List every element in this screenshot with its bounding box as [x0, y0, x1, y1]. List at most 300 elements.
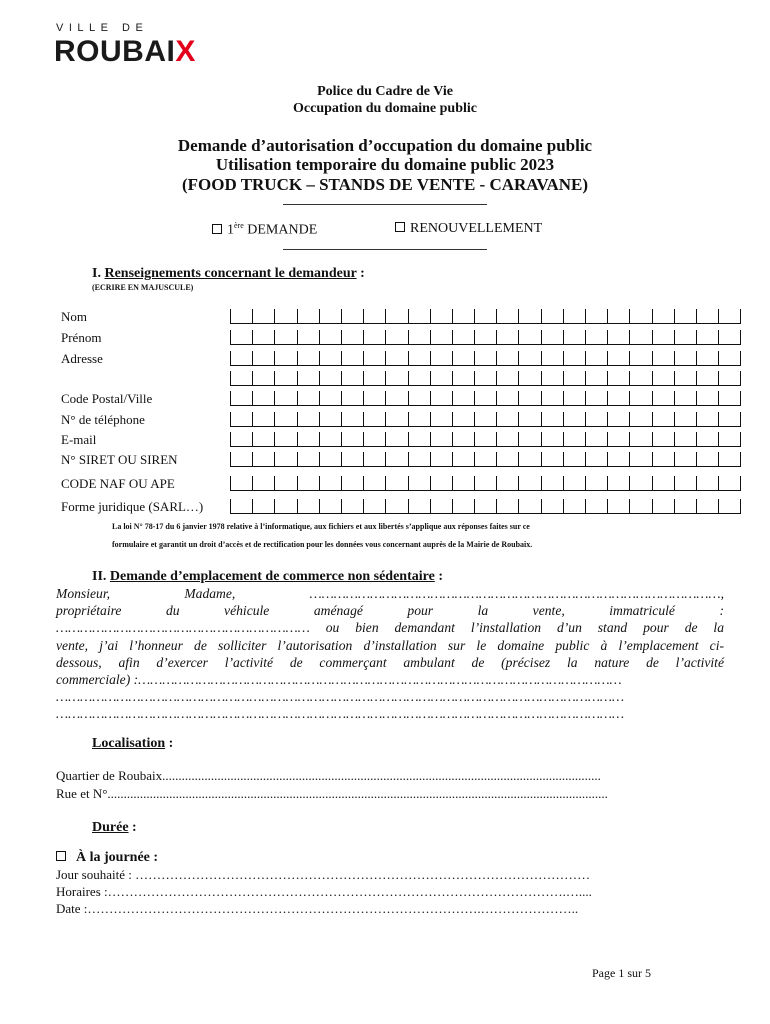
- letter-box[interactable]: [341, 391, 363, 406]
- letter-box[interactable]: [430, 499, 452, 514]
- letter-box[interactable]: [652, 309, 674, 324]
- field-horaires[interactable]: Horaires :…………………………………………………………………………………………….…....: [56, 884, 592, 899]
- section1-heading: [92, 266, 365, 282]
- letter-box[interactable]: [230, 432, 252, 447]
- header-line-2: Occupation du domaine public: [293, 101, 477, 116]
- option-first-request[interactable]: [212, 221, 317, 239]
- letter-box[interactable]: [696, 412, 718, 427]
- letter-box[interactable]: [696, 432, 718, 447]
- logo-ville-de: VILLE DE: [56, 22, 149, 34]
- letter-box[interactable]: [408, 476, 430, 491]
- letter-box[interactable]: [274, 412, 296, 427]
- field-date[interactable]: Date :……………………………………………………………………………….…………………..: [56, 901, 579, 916]
- letter-box[interactable]: [430, 371, 452, 386]
- letter-box[interactable]: [319, 309, 341, 324]
- letter-box[interactable]: [408, 309, 430, 324]
- letter-box[interactable]: [607, 351, 629, 366]
- letter-box[interactable]: [718, 351, 741, 366]
- letter-box[interactable]: [496, 432, 518, 447]
- letter-box[interactable]: [563, 371, 585, 386]
- letter-box[interactable]: [674, 412, 696, 427]
- letter-box[interactable]: [541, 452, 563, 467]
- letter-box[interactable]: [452, 499, 474, 514]
- section2-heading: [92, 569, 443, 585]
- letter-box[interactable]: [674, 499, 696, 514]
- letter-box[interactable]: [607, 371, 629, 386]
- letter-box[interactable]: [408, 412, 430, 427]
- letter-box[interactable]: [585, 351, 607, 366]
- letter-box[interactable]: [341, 452, 363, 467]
- letter-box[interactable]: [385, 499, 407, 514]
- letter-box[interactable]: [696, 330, 718, 345]
- letter-box[interactable]: [718, 499, 741, 514]
- letter-box[interactable]: [718, 371, 741, 386]
- letter-box[interactable]: [319, 432, 341, 447]
- letter-box[interactable]: [674, 391, 696, 406]
- input-grid-code-postal[interactable]: [230, 391, 741, 407]
- letter-box[interactable]: [252, 309, 274, 324]
- letter-box[interactable]: [585, 412, 607, 427]
- letter-box[interactable]: [563, 499, 585, 514]
- letter-box[interactable]: [274, 499, 296, 514]
- localisation-colon: :: [165, 736, 174, 751]
- field-label-code-postal: Code Postal/Ville: [61, 391, 153, 406]
- letter-box[interactable]: [607, 391, 629, 406]
- letter-box[interactable]: [474, 412, 496, 427]
- section2-num: II.: [92, 569, 110, 584]
- letter-box[interactable]: [297, 476, 319, 491]
- letter-box[interactable]: [541, 371, 563, 386]
- letter-box[interactable]: [629, 499, 651, 514]
- letter-box[interactable]: [341, 432, 363, 447]
- letter-box[interactable]: [474, 309, 496, 324]
- letter-box[interactable]: [496, 476, 518, 491]
- letter-box[interactable]: [274, 309, 296, 324]
- duree-heading: [92, 820, 137, 836]
- letter-box[interactable]: [430, 432, 452, 447]
- logo-roubaix-text: ROUBAI: [54, 35, 176, 68]
- letter-box[interactable]: [541, 432, 563, 447]
- letter-box[interactable]: [274, 432, 296, 447]
- section1-colon: :: [356, 266, 365, 281]
- letter-box[interactable]: [541, 309, 563, 324]
- letter-box[interactable]: [585, 432, 607, 447]
- letter-box[interactable]: [607, 309, 629, 324]
- para-line-8: ……………………………………………………………………………………………………………………………: [56, 706, 625, 722]
- divider-top: [283, 204, 487, 205]
- letter-box[interactable]: [363, 351, 385, 366]
- letter-box[interactable]: [718, 412, 741, 427]
- input-grid-nom[interactable]: [230, 309, 741, 325]
- letter-box[interactable]: [563, 391, 585, 406]
- field-label-prenom: Prénom: [61, 330, 102, 345]
- letter-box[interactable]: [585, 371, 607, 386]
- letter-box[interactable]: [652, 391, 674, 406]
- privacy-notice-line-2: formulaire et garantit un droit d’accès et de rectification pour les données vous concernant auprès de la Mairie de Roubaix.: [112, 540, 533, 549]
- letter-box[interactable]: [408, 330, 430, 345]
- letter-box[interactable]: [652, 412, 674, 427]
- letter-box[interactable]: [474, 432, 496, 447]
- letter-box[interactable]: [297, 391, 319, 406]
- letter-box[interactable]: [629, 351, 651, 366]
- letter-box[interactable]: [252, 391, 274, 406]
- input-grid-telephone[interactable]: [230, 412, 741, 428]
- letter-box[interactable]: [629, 452, 651, 467]
- letter-box[interactable]: [319, 371, 341, 386]
- letter-box[interactable]: [430, 391, 452, 406]
- letter-box[interactable]: [696, 452, 718, 467]
- letter-box[interactable]: [629, 330, 651, 345]
- field-label-forme-juridique: Forme juridique (SARL…): [61, 499, 204, 514]
- letter-box[interactable]: [674, 351, 696, 366]
- letter-box[interactable]: [541, 476, 563, 491]
- letter-box[interactable]: [452, 351, 474, 366]
- letter-box[interactable]: [408, 452, 430, 467]
- para-line-1: Monsieur, Madame, …………………………………………………………………………………………,: [56, 586, 724, 601]
- option-journee[interactable]: [56, 850, 158, 866]
- letter-box[interactable]: [319, 412, 341, 427]
- letter-box[interactable]: [518, 371, 540, 386]
- divider-bottom: [283, 249, 487, 250]
- letter-box[interactable]: [585, 391, 607, 406]
- letter-box[interactable]: [230, 309, 252, 324]
- letter-box[interactable]: [496, 371, 518, 386]
- field-rue[interactable]: Rue et N°..........................................................................................................................................................: [56, 786, 608, 801]
- letter-box[interactable]: [474, 371, 496, 386]
- letter-box[interactable]: [496, 452, 518, 467]
- letter-box[interactable]: [297, 351, 319, 366]
- letter-box[interactable]: [474, 499, 496, 514]
- letter-box[interactable]: [363, 371, 385, 386]
- header-line-1: Police du Cadre de Vie: [317, 84, 453, 99]
- letter-box[interactable]: [674, 432, 696, 447]
- checkbox-renewal[interactable]: [395, 222, 405, 232]
- localisation-heading: [92, 736, 173, 752]
- letter-box[interactable]: [230, 452, 252, 467]
- letter-box[interactable]: [452, 476, 474, 491]
- letter-box[interactable]: [496, 309, 518, 324]
- letter-box[interactable]: [674, 452, 696, 467]
- letter-box[interactable]: [363, 432, 385, 447]
- option-renewal-label: RENOUVELLEMENT: [410, 221, 543, 236]
- letter-box[interactable]: [252, 476, 274, 491]
- letter-box[interactable]: [408, 499, 430, 514]
- letter-box[interactable]: [474, 351, 496, 366]
- letter-box[interactable]: [363, 391, 385, 406]
- letter-box[interactable]: [385, 476, 407, 491]
- letter-box[interactable]: [252, 452, 274, 467]
- letter-box[interactable]: [696, 371, 718, 386]
- letter-box[interactable]: [363, 309, 385, 324]
- letter-box[interactable]: [629, 391, 651, 406]
- para-line-4: vente, j’ai l’honneur de solliciter l’autorisation d’installation sur le domaine public à l’emplacement ci-: [56, 637, 724, 653]
- letter-box[interactable]: [385, 452, 407, 467]
- letter-box[interactable]: [518, 330, 540, 345]
- field-label-nom: Nom: [61, 309, 87, 324]
- letter-box[interactable]: [518, 412, 540, 427]
- input-grid-adresse-1[interactable]: [230, 351, 741, 367]
- field-quartier[interactable]: Quartier de Roubaix.......................................................................................................................................: [56, 768, 601, 783]
- letter-box[interactable]: [563, 432, 585, 447]
- letter-box[interactable]: [341, 412, 363, 427]
- letter-box[interactable]: [297, 499, 319, 514]
- letter-box[interactable]: [230, 476, 252, 491]
- letter-box[interactable]: [430, 476, 452, 491]
- letter-box[interactable]: [363, 452, 385, 467]
- letter-box[interactable]: [563, 309, 585, 324]
- letter-box[interactable]: [496, 412, 518, 427]
- letter-box[interactable]: [408, 351, 430, 366]
- letter-box[interactable]: [518, 499, 540, 514]
- letter-box[interactable]: [629, 371, 651, 386]
- letter-box[interactable]: [452, 432, 474, 447]
- field-label-telephone: N° de téléphone: [61, 412, 145, 427]
- field-label-naf: CODE NAF OU APE: [61, 476, 175, 491]
- input-grid-naf[interactable]: [230, 476, 741, 492]
- section2-title: Demande d’emplacement de commerce non sédentaire: [109, 569, 435, 584]
- letter-box[interactable]: [274, 452, 296, 467]
- letter-box[interactable]: [430, 330, 452, 345]
- letter-box[interactable]: [297, 330, 319, 345]
- letter-box[interactable]: [430, 452, 452, 467]
- letter-box[interactable]: [563, 330, 585, 345]
- letter-box[interactable]: [652, 452, 674, 467]
- option-first-label: DEMANDE: [243, 222, 318, 238]
- letter-box[interactable]: [297, 412, 319, 427]
- letter-box[interactable]: [319, 351, 341, 366]
- letter-box[interactable]: [252, 330, 274, 345]
- logo-roubaix-x: X: [175, 35, 196, 68]
- letter-box[interactable]: [430, 412, 452, 427]
- letter-box[interactable]: [363, 412, 385, 427]
- duree-title: Durée: [92, 820, 129, 835]
- letter-box[interactable]: [718, 309, 741, 324]
- section1-title: Renseignements concernant le demandeur: [104, 266, 357, 281]
- letter-box[interactable]: [385, 371, 407, 386]
- letter-box[interactable]: [341, 499, 363, 514]
- letter-box[interactable]: [385, 412, 407, 427]
- letter-box[interactable]: [563, 476, 585, 491]
- letter-box[interactable]: [696, 309, 718, 324]
- letter-box[interactable]: [563, 452, 585, 467]
- letter-box[interactable]: [696, 391, 718, 406]
- letter-box[interactable]: [252, 351, 274, 366]
- letter-box[interactable]: [496, 499, 518, 514]
- letter-box[interactable]: [541, 330, 563, 345]
- input-grid-forme-juridique[interactable]: [230, 499, 741, 515]
- letter-box[interactable]: [474, 476, 496, 491]
- letter-box[interactable]: [341, 309, 363, 324]
- section1-num: I.: [92, 266, 105, 281]
- letter-box[interactable]: [408, 391, 430, 406]
- letter-box[interactable]: [496, 351, 518, 366]
- letter-box[interactable]: [252, 432, 274, 447]
- letter-box[interactable]: [319, 452, 341, 467]
- para-line-2: propriétaire du véhicule aménagé pour la vente, immatriculé :: [56, 603, 724, 619]
- localisation-title: Localisation: [92, 736, 166, 751]
- letter-box[interactable]: [652, 499, 674, 514]
- letter-box[interactable]: [319, 476, 341, 491]
- field-label-adresse: Adresse: [61, 351, 103, 366]
- letter-box[interactable]: [541, 391, 563, 406]
- letter-box[interactable]: [274, 476, 296, 491]
- letter-box[interactable]: [607, 330, 629, 345]
- letter-box[interactable]: [607, 432, 629, 447]
- letter-box[interactable]: [385, 330, 407, 345]
- letter-box[interactable]: [518, 351, 540, 366]
- letter-box[interactable]: [452, 371, 474, 386]
- letter-box[interactable]: [252, 499, 274, 514]
- letter-box[interactable]: [430, 351, 452, 366]
- letter-box[interactable]: [452, 309, 474, 324]
- letter-box[interactable]: [363, 476, 385, 491]
- letter-box[interactable]: [629, 412, 651, 427]
- letter-box[interactable]: [652, 371, 674, 386]
- letter-box[interactable]: [585, 476, 607, 491]
- letter-box[interactable]: [319, 391, 341, 406]
- letter-box[interactable]: [341, 476, 363, 491]
- letter-box[interactable]: [297, 432, 319, 447]
- letter-box[interactable]: [230, 499, 252, 514]
- letter-box[interactable]: [541, 412, 563, 427]
- field-jour-souhaite[interactable]: Jour souhaité : ……………………………………………………………………………………………: [56, 867, 591, 882]
- letter-box[interactable]: [718, 391, 741, 406]
- letter-box[interactable]: [629, 432, 651, 447]
- para-line-5: dessous, afin d’exercer l’activité de commerçant ambulant de (précisez la nature de l’activité: [56, 654, 724, 670]
- letter-box[interactable]: [474, 391, 496, 406]
- letter-box[interactable]: [297, 452, 319, 467]
- section2-colon: :: [434, 569, 443, 584]
- letter-box[interactable]: [452, 412, 474, 427]
- letter-box[interactable]: [696, 351, 718, 366]
- field-label-siret: N° SIRET OU SIREN: [61, 452, 178, 467]
- para-line-6: commerciale) :…………………………………………………………………………………………………………: [56, 672, 622, 688]
- option-journee-label: À la journée :: [76, 850, 159, 865]
- letter-box[interactable]: [252, 412, 274, 427]
- letter-box[interactable]: [585, 330, 607, 345]
- section2-paragraph: [56, 585, 724, 723]
- letter-box[interactable]: [518, 391, 540, 406]
- letter-box[interactable]: [718, 432, 741, 447]
- letter-box[interactable]: [629, 309, 651, 324]
- letter-box[interactable]: [696, 476, 718, 491]
- letter-box[interactable]: [319, 330, 341, 345]
- letter-box[interactable]: [585, 499, 607, 514]
- letter-box[interactable]: [674, 476, 696, 491]
- letter-box[interactable]: [607, 476, 629, 491]
- logo-roubaix: [54, 35, 196, 69]
- letter-box[interactable]: [585, 309, 607, 324]
- letter-box[interactable]: [696, 499, 718, 514]
- letter-box[interactable]: [496, 330, 518, 345]
- letter-box[interactable]: [452, 330, 474, 345]
- checkbox-journee[interactable]: [56, 851, 66, 861]
- letter-box[interactable]: [541, 499, 563, 514]
- letter-box[interactable]: [652, 476, 674, 491]
- checkbox-first-request[interactable]: [212, 224, 222, 234]
- letter-box[interactable]: [452, 391, 474, 406]
- letter-box[interactable]: [341, 330, 363, 345]
- letter-box[interactable]: [230, 412, 252, 427]
- input-grid-prenom[interactable]: [230, 330, 741, 346]
- letter-box[interactable]: [230, 371, 252, 386]
- duree-colon: :: [128, 820, 137, 835]
- letter-box[interactable]: [563, 412, 585, 427]
- letter-box[interactable]: [474, 330, 496, 345]
- letter-box[interactable]: [230, 330, 252, 345]
- letter-box[interactable]: [385, 309, 407, 324]
- letter-box[interactable]: [363, 499, 385, 514]
- para-line-7: ……………………………………………………………………………………………………………………………: [56, 689, 625, 705]
- letter-box[interactable]: [274, 391, 296, 406]
- letter-box[interactable]: [341, 371, 363, 386]
- letter-box[interactable]: [385, 351, 407, 366]
- letter-box[interactable]: [518, 432, 540, 447]
- letter-box[interactable]: [408, 371, 430, 386]
- letter-box[interactable]: [718, 476, 741, 491]
- letter-box[interactable]: [496, 391, 518, 406]
- letter-box[interactable]: [518, 309, 540, 324]
- letter-box[interactable]: [652, 351, 674, 366]
- section1-note: (ECRIRE EN MAJUSCULE): [92, 283, 194, 292]
- title-line-1: Demande d’autorisation d’occupation du domaine public: [177, 136, 593, 155]
- letter-box[interactable]: [230, 351, 252, 366]
- letter-box[interactable]: [718, 452, 741, 467]
- letter-box[interactable]: [518, 476, 540, 491]
- title-line-2: Utilisation temporaire du domaine public 2023: [215, 155, 555, 174]
- letter-box[interactable]: [430, 309, 452, 324]
- letter-box[interactable]: [652, 330, 674, 345]
- letter-box[interactable]: [297, 371, 319, 386]
- option-first-sup: ère: [234, 221, 244, 230]
- option-renewal[interactable]: [395, 221, 542, 237]
- letter-box[interactable]: [297, 309, 319, 324]
- letter-box[interactable]: [341, 351, 363, 366]
- letter-box[interactable]: [452, 452, 474, 467]
- letter-box[interactable]: [607, 499, 629, 514]
- letter-box[interactable]: [674, 371, 696, 386]
- letter-box[interactable]: [274, 371, 296, 386]
- letter-box[interactable]: [230, 391, 252, 406]
- letter-box[interactable]: [274, 351, 296, 366]
- letter-box[interactable]: [385, 391, 407, 406]
- para-line-3: ……………………………………………………… ou bien demandant l’installation d’un stand pour de la: [56, 620, 724, 636]
- letter-box[interactable]: [541, 351, 563, 366]
- letter-box[interactable]: [563, 351, 585, 366]
- input-grid-adresse-2[interactable]: [230, 371, 741, 387]
- letter-box[interactable]: [385, 432, 407, 447]
- letter-box[interactable]: [674, 309, 696, 324]
- letter-box[interactable]: [408, 432, 430, 447]
- letter-box[interactable]: [252, 371, 274, 386]
- letter-box[interactable]: [363, 330, 385, 345]
- letter-box[interactable]: [629, 476, 651, 491]
- letter-box[interactable]: [674, 330, 696, 345]
- letter-box[interactable]: [607, 412, 629, 427]
- page-number: Page 1 sur 5: [592, 966, 651, 980]
- letter-box[interactable]: [319, 499, 341, 514]
- letter-box[interactable]: [585, 452, 607, 467]
- letter-box[interactable]: [652, 432, 674, 447]
- letter-box[interactable]: [518, 452, 540, 467]
- letter-box[interactable]: [607, 452, 629, 467]
- letter-box[interactable]: [718, 330, 741, 345]
- letter-box[interactable]: [274, 330, 296, 345]
- field-label-email: E-mail: [61, 432, 97, 447]
- input-grid-siret[interactable]: [230, 452, 741, 468]
- letter-box[interactable]: [474, 452, 496, 467]
- input-grid-email[interactable]: [230, 432, 741, 448]
